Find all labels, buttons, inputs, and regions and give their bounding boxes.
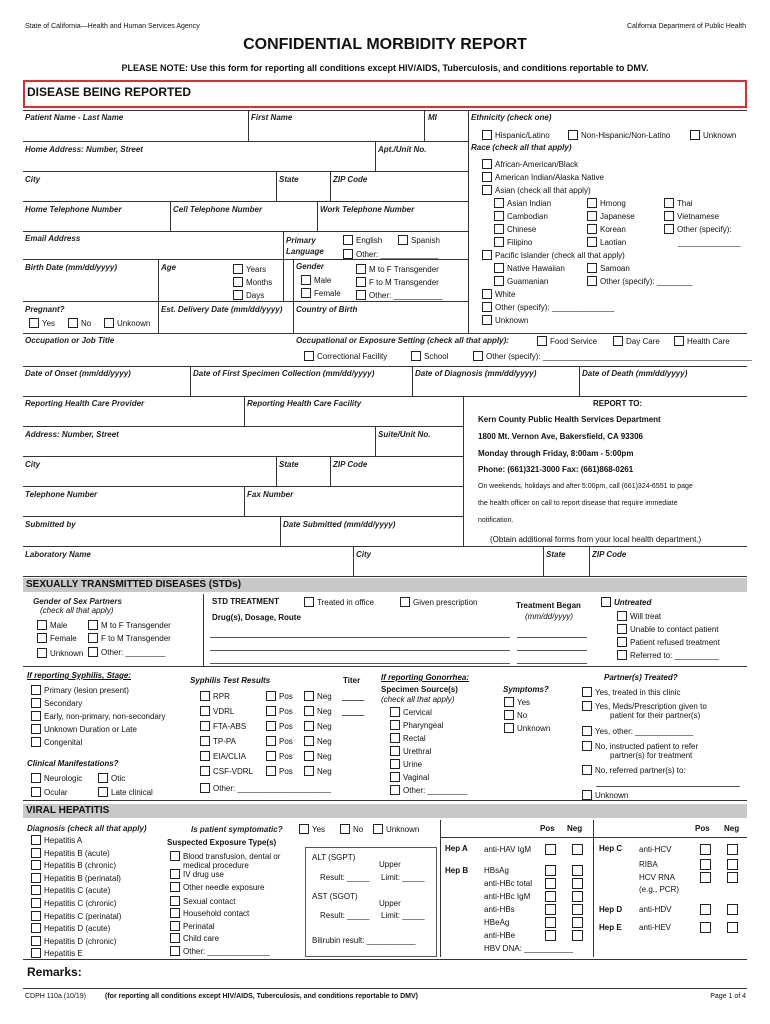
- hep-marker-pos[interactable]: [700, 844, 711, 855]
- submitted-by-field[interactable]: Submitted by: [25, 520, 76, 529]
- city-field[interactable]: City: [25, 175, 41, 184]
- suite-field[interactable]: Suite/Unit No.: [378, 430, 431, 439]
- syph-secondary-option[interactable]: Secondary: [31, 698, 82, 708]
- pt-other-option[interactable]: Yes, other: _____________: [582, 726, 693, 736]
- delivery-date-field[interactable]: Est. Delivery Date (mm/dd/yyyy): [161, 305, 283, 314]
- hep-marker-pos[interactable]: [545, 891, 556, 902]
- m-to-f-option[interactable]: M to F Transgender: [356, 264, 439, 274]
- syph-congenital-option[interactable]: Congenital: [31, 737, 82, 747]
- hep-type-option[interactable]: Hepatitis C (acute): [31, 885, 110, 895]
- hep-marker-label: RIBA: [639, 860, 658, 869]
- mi-field[interactable]: MI: [428, 113, 437, 122]
- specimen-source-option[interactable]: Pharyngeal: [390, 720, 443, 730]
- hep-d-label: Hep D: [599, 905, 623, 914]
- provider-phone-field[interactable]: Telephone Number: [25, 490, 98, 499]
- report-to-title: REPORT TO:: [593, 399, 643, 408]
- treated-office-option[interactable]: Treated in office: [304, 597, 374, 607]
- bilirubin-field[interactable]: Bilirubin result: ___________: [312, 936, 416, 945]
- pregnant-no[interactable]: No: [68, 318, 91, 328]
- form-note: PLEASE NOTE: Use this form for reporting all conditions except HIV/AIDS, Tuberculosis, and conditions reportable to DMV.: [121, 63, 649, 73]
- remarks-label: Remarks:: [27, 965, 82, 979]
- hep-marker-pos[interactable]: [545, 904, 556, 915]
- syph-test-pos[interactable]: Pos: [266, 691, 293, 701]
- report-to-address: 1800 Mt. Vernon Ave, Bakersfield, CA 93306: [478, 432, 643, 441]
- hep-marker-label: HBeAg: [484, 918, 510, 927]
- hep-marker-neg[interactable]: [727, 859, 738, 870]
- syph-primary-option[interactable]: Primary (lesion present): [31, 685, 129, 695]
- symptomatic-yes[interactable]: Yes: [299, 824, 325, 834]
- exposure-option[interactable]: Household contact: [170, 908, 249, 918]
- std-section-bar: SEXUALLY TRANSMITTED DISEASES (STDs): [23, 578, 747, 592]
- hep-marker-label: anti-HBc IgM: [484, 892, 531, 901]
- months-option[interactable]: Months: [233, 277, 272, 287]
- provider-field[interactable]: Reporting Health Care Provider: [25, 399, 145, 408]
- footer-note: (for reporting all conditions except HIV/AIDS, Tuberculosis, and conditions reportable to DMV): [105, 993, 418, 1000]
- laotian-option[interactable]: Laotian: [587, 237, 626, 247]
- syph-test-neg[interactable]: Neg: [304, 736, 332, 746]
- asian-option[interactable]: Asian (check all that apply): [482, 185, 591, 195]
- referred-to-option[interactable]: Referred to: __________: [617, 650, 719, 660]
- unable-contact-option[interactable]: Unable to contact patient: [617, 624, 719, 634]
- hep-marker-neg[interactable]: [572, 904, 583, 915]
- gonorrhea-label: If reporting Gonorrhea:: [381, 673, 469, 682]
- treatment-began-label: Treatment Began: [516, 601, 581, 610]
- race-other-option[interactable]: Other (specify): ______________: [482, 302, 614, 312]
- last-name-field[interactable]: Patient Name - Last Name: [25, 113, 124, 122]
- syphilis-tests-label: Syphilis Test Results: [190, 676, 271, 685]
- non-hispanic-option[interactable]: Non-Hispanic/Non-Latino: [568, 130, 670, 140]
- hep-marker-neg[interactable]: [572, 930, 583, 941]
- filipino-option[interactable]: Filipino: [494, 237, 532, 247]
- syph-test-neg[interactable]: Neg: [304, 706, 332, 716]
- ast-label: AST (SGOT): [312, 892, 358, 901]
- specimen-source-option[interactable]: Rectal: [390, 733, 426, 743]
- occ-other-option[interactable]: Other (specify): _______________________________________________: [473, 351, 752, 361]
- exposure-option[interactable]: Blood transfusion, dental or: [170, 851, 280, 861]
- birth-date-field[interactable]: Birth Date (mm/dd/yyyy): [25, 263, 118, 272]
- hep-a-label: Hep A: [445, 844, 468, 853]
- alt-result-field[interactable]: Result: _____: [320, 873, 370, 882]
- hep-marker-label: anti-HEV: [639, 923, 672, 932]
- cell-phone-field[interactable]: Cell Telephone Number: [173, 205, 263, 214]
- hepatitis-section-bar: VIRAL HEPATITIS: [23, 804, 747, 818]
- report-to-hours: Monday through Friday, 8:00am - 5:00pm: [478, 449, 634, 458]
- hep-type-option[interactable]: Hepatitis C (chronic): [31, 898, 116, 908]
- gender-other-option[interactable]: Other: ___________: [356, 290, 442, 300]
- race-unknown-option[interactable]: Unknown: [482, 315, 528, 325]
- hep-marker-label: anti-HBs: [484, 905, 515, 914]
- hep-marker-pos[interactable]: [545, 917, 556, 928]
- specimen-source-option[interactable]: Urine: [390, 759, 422, 769]
- alt-upper-label: Upper: [379, 860, 401, 869]
- std-treatment-label: STD TREATMENT: [212, 597, 279, 606]
- hep-marker-pos[interactable]: [545, 930, 556, 941]
- sex-partners-label: Gender of Sex Partners: [33, 597, 122, 606]
- hawaiian-option[interactable]: Native Hawaiian: [494, 263, 565, 273]
- hep-marker-neg[interactable]: [572, 878, 583, 889]
- ethnicity-unknown-option[interactable]: Unknown: [690, 130, 736, 140]
- hep-marker-pos[interactable]: [545, 865, 556, 876]
- syph-test-option[interactable]: CSF-VDRL: [200, 766, 253, 776]
- female-option[interactable]: Female: [301, 288, 341, 298]
- syph-test-neg[interactable]: Neg: [304, 691, 332, 701]
- hep-marker-neg[interactable]: [572, 917, 583, 928]
- syph-test-option[interactable]: VDRL: [200, 706, 234, 716]
- hep-marker-pos[interactable]: [545, 878, 556, 889]
- symptomatic-label: Is patient symptomatic?: [191, 825, 283, 834]
- syph-unknown-option[interactable]: Unknown Duration or Late: [31, 724, 137, 734]
- hep-marker-neg[interactable]: [727, 844, 738, 855]
- hep-marker-pos[interactable]: [700, 872, 711, 883]
- syph-test-option[interactable]: TP-PA: [200, 736, 236, 746]
- hep-marker-neg[interactable]: [727, 922, 738, 933]
- specimen-check-all: (check all that apply): [381, 695, 455, 704]
- syph-test-other-option[interactable]: Other: _____________________: [200, 783, 331, 793]
- lab-state-field[interactable]: State: [546, 550, 566, 559]
- specimen-source-option[interactable]: Cervical: [390, 707, 432, 717]
- exposure-option[interactable]: Other needle exposure: [170, 882, 264, 892]
- hispanic-option[interactable]: Hispanic/Latino: [482, 130, 550, 140]
- first-specimen-field[interactable]: Date of First Specimen Collection (mm/dd/yyyy): [193, 369, 375, 378]
- untreated-option[interactable]: Untreated: [601, 597, 651, 607]
- guamanian-option[interactable]: Guamanian: [494, 276, 548, 286]
- specimen-source-option[interactable]: Vaginal: [390, 772, 429, 782]
- hep-marker-label: anti-HAV IgM: [484, 845, 531, 854]
- weekend-line-1: On weekends, holidays and after 5:00pm, call (661)324-6551 to page: [478, 483, 693, 490]
- hep-marker-neg[interactable]: [727, 872, 738, 883]
- syph-test-neg[interactable]: Neg: [304, 721, 332, 731]
- hep-marker-neg[interactable]: [572, 891, 583, 902]
- will-treat-option[interactable]: Will treat: [617, 611, 661, 621]
- thai-option[interactable]: Thai: [664, 198, 693, 208]
- country-field[interactable]: Country of Birth: [296, 305, 358, 314]
- specimen-source-option[interactable]: Urethral: [390, 746, 431, 756]
- primary-label: Primary: [286, 236, 316, 245]
- home-phone-field[interactable]: Home Telephone Number: [25, 205, 122, 214]
- hep-marker-label: HCV RNA: [639, 873, 676, 882]
- african-option[interactable]: African-American/Black: [482, 159, 578, 169]
- drugs-label: Drug(s), Dosage, Route: [212, 613, 301, 622]
- provider-zip-field[interactable]: ZIP Code: [333, 460, 368, 469]
- syph-test-pos[interactable]: Pos: [266, 706, 293, 716]
- pt-meds-line-2: patient for their partner(s): [610, 711, 701, 720]
- pregnant-label: Pregnant?: [25, 305, 65, 314]
- spanish-option[interactable]: Spanish: [398, 235, 440, 245]
- exposure-option[interactable]: IV drug use: [170, 869, 224, 879]
- weekend-line-3: notification.: [478, 517, 514, 524]
- english-option[interactable]: English: [343, 235, 382, 245]
- symptoms-label: Symptoms?: [503, 685, 549, 694]
- white-option[interactable]: White: [482, 289, 515, 299]
- pacific-other-option[interactable]: Other (specify): ________: [587, 276, 693, 286]
- asian-other-option[interactable]: Other (specify):: [664, 224, 732, 234]
- hep-marker-pos[interactable]: [700, 922, 711, 933]
- vietnamese-option[interactable]: Vietnamese: [664, 211, 719, 221]
- days-option[interactable]: Days: [233, 290, 264, 300]
- obtain-forms-note: (Obtain additional forms from your local health department.): [490, 535, 702, 544]
- report-to-phone: Phone: (661)321-3000 Fax: (661)868-0261: [478, 465, 634, 474]
- samoan-option[interactable]: Samoan: [587, 263, 630, 273]
- neurologic-option[interactable]: Neurologic: [31, 773, 82, 783]
- hep-marker-label: (e.g., PCR): [639, 885, 680, 894]
- syph-test-option[interactable]: FTA-ABS: [200, 721, 246, 731]
- syphilis-stage-label: If reporting Syphilis, Stage:: [27, 671, 132, 680]
- hep-neg-header-1: Neg: [567, 824, 583, 833]
- late-clinical-option[interactable]: Late clinical: [98, 787, 153, 797]
- food-service-option[interactable]: Food Service: [537, 336, 597, 346]
- exposure-label: Suspected Exposure Type(s): [167, 838, 277, 847]
- syph-test-pos[interactable]: Pos: [266, 736, 293, 746]
- pregnant-unknown[interactable]: Unknown: [104, 318, 150, 328]
- department-label: California Department of Public Health: [626, 23, 746, 30]
- hep-marker-neg[interactable]: [572, 865, 583, 876]
- syph-test-pos[interactable]: Pos: [266, 721, 293, 731]
- first-name-field[interactable]: First Name: [251, 113, 293, 122]
- work-phone-field[interactable]: Work Telephone Number: [320, 205, 415, 214]
- provider-state-field[interactable]: State: [279, 460, 299, 469]
- zip-field[interactable]: ZIP Code: [333, 175, 368, 184]
- provider-address-field[interactable]: Address: Number, Street: [25, 430, 119, 439]
- korean-option[interactable]: Korean: [587, 224, 626, 234]
- pt-meds-option[interactable]: Yes, Meds/Prescription given to: [582, 701, 707, 711]
- facility-field[interactable]: Reporting Health Care Facility: [247, 399, 362, 408]
- syph-test-pos[interactable]: Pos: [266, 766, 293, 776]
- form-number: CDPH 110a (10/19): [25, 993, 86, 1000]
- pt-no-line-2: partner(s) for treatment: [610, 751, 693, 760]
- pt-unknown-option[interactable]: Unknown: [582, 790, 628, 800]
- syph-test-option[interactable]: RPR: [200, 691, 230, 701]
- lab-zip-field[interactable]: ZIP Code: [592, 550, 627, 559]
- disease-label: DISEASE BEING REPORTED: [27, 85, 192, 99]
- titer-line[interactable]: [342, 715, 364, 716]
- age-field[interactable]: Age: [161, 263, 177, 272]
- hep-marker-pos[interactable]: [545, 844, 556, 855]
- hep-c-label: Hep C: [599, 844, 623, 853]
- date-submitted-field[interactable]: Date Submitted (mm/dd/yyyy): [283, 520, 396, 529]
- form-title: CONFIDENTIAL MORBIDITY REPORT: [243, 36, 527, 53]
- hep-type-option[interactable]: Hepatitis C (perinatal): [31, 911, 121, 921]
- ast-result-field[interactable]: Result: _____: [320, 911, 370, 920]
- hep-type-option[interactable]: Hepatitis B (acute): [31, 848, 110, 858]
- hep-type-option[interactable]: Hepatitis E: [31, 948, 83, 958]
- hep-type-option[interactable]: Hepatitis A: [31, 835, 82, 845]
- pregnant-yes[interactable]: Yes: [29, 318, 55, 328]
- partner-unknown-option[interactable]: Unknown: [37, 648, 83, 658]
- hep-marker-label: HBsAg: [484, 866, 509, 875]
- otic-option[interactable]: Otic: [98, 773, 125, 783]
- disease-input[interactable]: [23, 80, 747, 108]
- partner-f-to-m-option[interactable]: F to M Transgender: [88, 633, 171, 643]
- report-to-dept: Kern County Public Health Services Department: [478, 415, 661, 424]
- symptoms-no[interactable]: No: [504, 710, 527, 720]
- syph-test-option[interactable]: EIA/CLIA: [200, 751, 246, 761]
- cambodian-option[interactable]: Cambodian: [494, 211, 548, 221]
- correctional-option[interactable]: Correctional Facility: [304, 351, 387, 361]
- chinese-option[interactable]: Chinese: [494, 224, 536, 234]
- partner-m-to-f-option[interactable]: M to F Transgender: [88, 620, 171, 630]
- symptoms-yes[interactable]: Yes: [504, 697, 530, 707]
- partners-treated-label: Partner(s) Treated?: [604, 673, 678, 682]
- ethnicity-title: Ethnicity (check one): [471, 113, 552, 122]
- titer-label: Titer: [343, 676, 361, 685]
- language-label: Language: [286, 247, 324, 256]
- exposure-option[interactable]: Other: ______________: [170, 946, 270, 956]
- ast-limit-field[interactable]: Limit: _____: [381, 911, 425, 920]
- hep-marker-label: anti-HDV: [639, 905, 672, 914]
- hep-marker-label: anti-HBc total: [484, 879, 533, 888]
- syph-early-option[interactable]: Early, non-primary, non-secondary: [31, 711, 166, 721]
- death-date-field[interactable]: Date of Death (mm/dd/yyyy): [582, 369, 688, 378]
- hep-b-label: Hep B: [445, 866, 469, 875]
- pt-yes-option[interactable]: Yes, treated in this clinic: [582, 687, 681, 697]
- exposure-option[interactable]: Perinatal: [170, 921, 215, 931]
- male-option[interactable]: Male: [301, 275, 331, 285]
- sex-partners-check-all: (check all that apply): [40, 606, 114, 615]
- apt-field[interactable]: Apt./Unit No.: [378, 145, 427, 154]
- state-field[interactable]: State: [279, 175, 299, 184]
- hep-type-option[interactable]: Hepatitis D (chronic): [31, 936, 116, 946]
- years-option[interactable]: Years: [233, 264, 266, 274]
- day-care-option[interactable]: Day Care: [613, 336, 660, 346]
- agency-label: State of California—Health and Human Services Agency: [25, 23, 200, 30]
- symptoms-unknown[interactable]: Unknown: [504, 723, 550, 733]
- alt-label: ALT (SGPT): [312, 853, 356, 862]
- diagnosis-date-field[interactable]: Date of Diagnosis (mm/dd/yyyy): [415, 369, 537, 378]
- occupation-field[interactable]: Occupation or Job Title: [25, 336, 115, 345]
- hbv-dna-field[interactable]: HBV DNA: ___________: [484, 944, 573, 953]
- weekend-line-2: the health officer on call to report disease that require immediate: [478, 500, 678, 507]
- hep-marker-label: anti-HCV: [639, 845, 672, 854]
- hep-type-option[interactable]: Hepatitis B (chronic): [31, 860, 116, 870]
- symptomatic-no[interactable]: No: [340, 824, 363, 834]
- provider-city-field[interactable]: City: [25, 460, 41, 469]
- partner-other-option[interactable]: Other: _________: [88, 647, 166, 657]
- exposure-option: medical procedure: [183, 861, 249, 870]
- gender-label: Gender: [296, 262, 325, 271]
- health-care-option[interactable]: Health Care: [674, 336, 730, 346]
- hmong-option[interactable]: Hmong: [587, 198, 626, 208]
- lab-city-field[interactable]: City: [356, 550, 372, 559]
- race-title: Race (check all that apply): [471, 143, 572, 152]
- fax-field[interactable]: Fax Number: [247, 490, 294, 499]
- symptomatic-unknown[interactable]: Unknown: [373, 824, 419, 834]
- exposure-option[interactable]: Sexual contact: [170, 896, 235, 906]
- treatment-began-format: (mm/dd/yyyy): [525, 612, 573, 621]
- asian-indian-option[interactable]: Asian Indian: [494, 198, 551, 208]
- patient-refused-option[interactable]: Patient refused treatment: [617, 637, 720, 647]
- lab-name-field[interactable]: Laboratory Name: [25, 550, 91, 559]
- page-number: Page 1 of 4: [710, 993, 746, 1000]
- hep-marker-pos[interactable]: [700, 859, 711, 870]
- hep-pos-header-2: Pos: [695, 824, 710, 833]
- partner-male-option[interactable]: Male: [37, 620, 67, 630]
- hep-marker-neg[interactable]: [572, 844, 583, 855]
- asian-other-blank[interactable]: ______________: [678, 238, 741, 247]
- partner-female-option[interactable]: Female: [37, 633, 77, 643]
- hep-marker-pos[interactable]: [700, 904, 711, 915]
- alt-limit-field[interactable]: Limit: _____: [381, 873, 425, 882]
- hep-neg-header-2: Neg: [724, 824, 740, 833]
- email-field[interactable]: Email Address: [25, 234, 81, 243]
- hep-marker-neg[interactable]: [727, 904, 738, 915]
- home-address-field[interactable]: Home Address: Number, Street: [25, 145, 143, 154]
- titer-line[interactable]: [342, 700, 364, 701]
- exposure-option[interactable]: Child care: [170, 933, 219, 943]
- ocular-option[interactable]: Ocular: [31, 787, 68, 797]
- syph-test-neg[interactable]: Neg: [304, 751, 332, 761]
- given-prescription-option[interactable]: Given prescription: [400, 597, 477, 607]
- language-other-option[interactable]: Other: _____________: [343, 249, 438, 259]
- f-to-m-option[interactable]: F to M Transgender: [356, 277, 439, 287]
- specimen-source-option[interactable]: Other: _________: [390, 785, 468, 795]
- hep-type-option[interactable]: Hepatitis D (acute): [31, 923, 110, 933]
- hep-diagnosis-label: Diagnosis (check all that apply): [27, 824, 147, 833]
- occ-setting-label: Occupational or Exposure Setting (check all that apply):: [296, 336, 509, 345]
- american-indian-option[interactable]: American Indian/Alaska Native: [482, 172, 604, 182]
- hep-pos-header-1: Pos: [540, 824, 555, 833]
- onset-date-field[interactable]: Date of Onset (mm/dd/yyyy): [25, 369, 131, 378]
- school-option[interactable]: School: [411, 351, 448, 361]
- syph-test-pos[interactable]: Pos: [266, 751, 293, 761]
- pt-no-instructed-option[interactable]: No, instructed patient to refer: [582, 741, 698, 751]
- japanese-option[interactable]: Japanese: [587, 211, 635, 221]
- pt-referred-option[interactable]: No, referred partner(s) to:: [582, 765, 686, 775]
- hep-e-label: Hep E: [599, 923, 622, 932]
- hep-marker-label: anti-HBe: [484, 931, 516, 940]
- specimen-source-label: Specimen Source(s): [381, 685, 458, 694]
- hep-type-option[interactable]: Hepatitis B (perinatal): [31, 873, 121, 883]
- pacific-option[interactable]: Pacific Islander (check all that apply): [482, 250, 625, 260]
- ast-upper-label: Upper: [379, 899, 401, 908]
- syph-test-neg[interactable]: Neg: [304, 766, 332, 776]
- clinical-manifestations-label: Clinical Manifestations?: [27, 759, 119, 768]
